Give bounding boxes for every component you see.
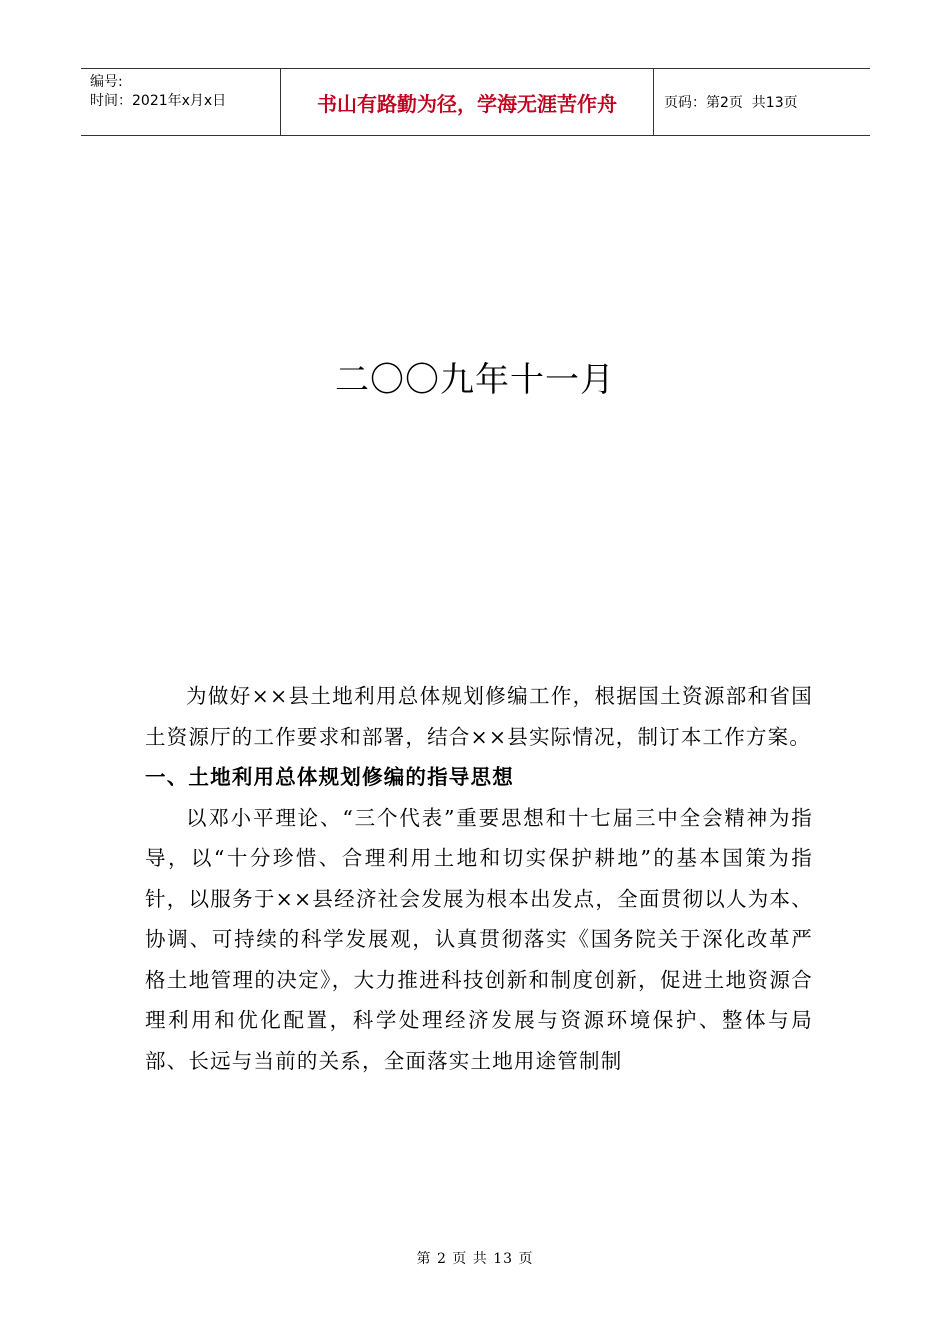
header-meta (81, 69, 281, 135)
document-time-label: 时间：2021年x月x日 (90, 93, 227, 109)
document-body (145, 676, 813, 1081)
header-page-info: 页码：第2页 共13页 (664, 95, 798, 111)
header-motto: 书山有路勤为径，学海无涯苦作舟 (281, 69, 654, 135)
page-header (81, 68, 870, 136)
section-heading: 一、土地利用总体规划修编的指导思想 (145, 765, 514, 789)
document-number-label: 编号: (90, 74, 123, 90)
section-paragraph: 以邓小平理论、“三个代表”重要思想和十七届三中全会精神为指导，以“十分珍惜、合理利用土地和切实保护耕地”的基本国策为指针，以服务于××县经济社会发展为根本出发点，全面贯彻以人为本、协调、可持续的科学发展观，认真贯彻落实《国务院关于深化改革严格土地管理的决定》，大力推进科技创新和制度创新，促进土地资源合理利用和优化配置，科学处理经济发展与资源环境保护、整体与局部、长远与当前的关系，全面落实土地用途管制制 (145, 805, 813, 1073)
page-footer: 第 2 页 共 13 页 (416, 1251, 534, 1267)
intro-paragraph: 为做好××县土地利用总体规划修编工作，根据国土资源部和省国土资源厅的工作要求和部署，结合××县实际情况，制订本工作方案。 (145, 684, 813, 749)
document-title: 二〇〇九年十一月 (335, 360, 615, 400)
